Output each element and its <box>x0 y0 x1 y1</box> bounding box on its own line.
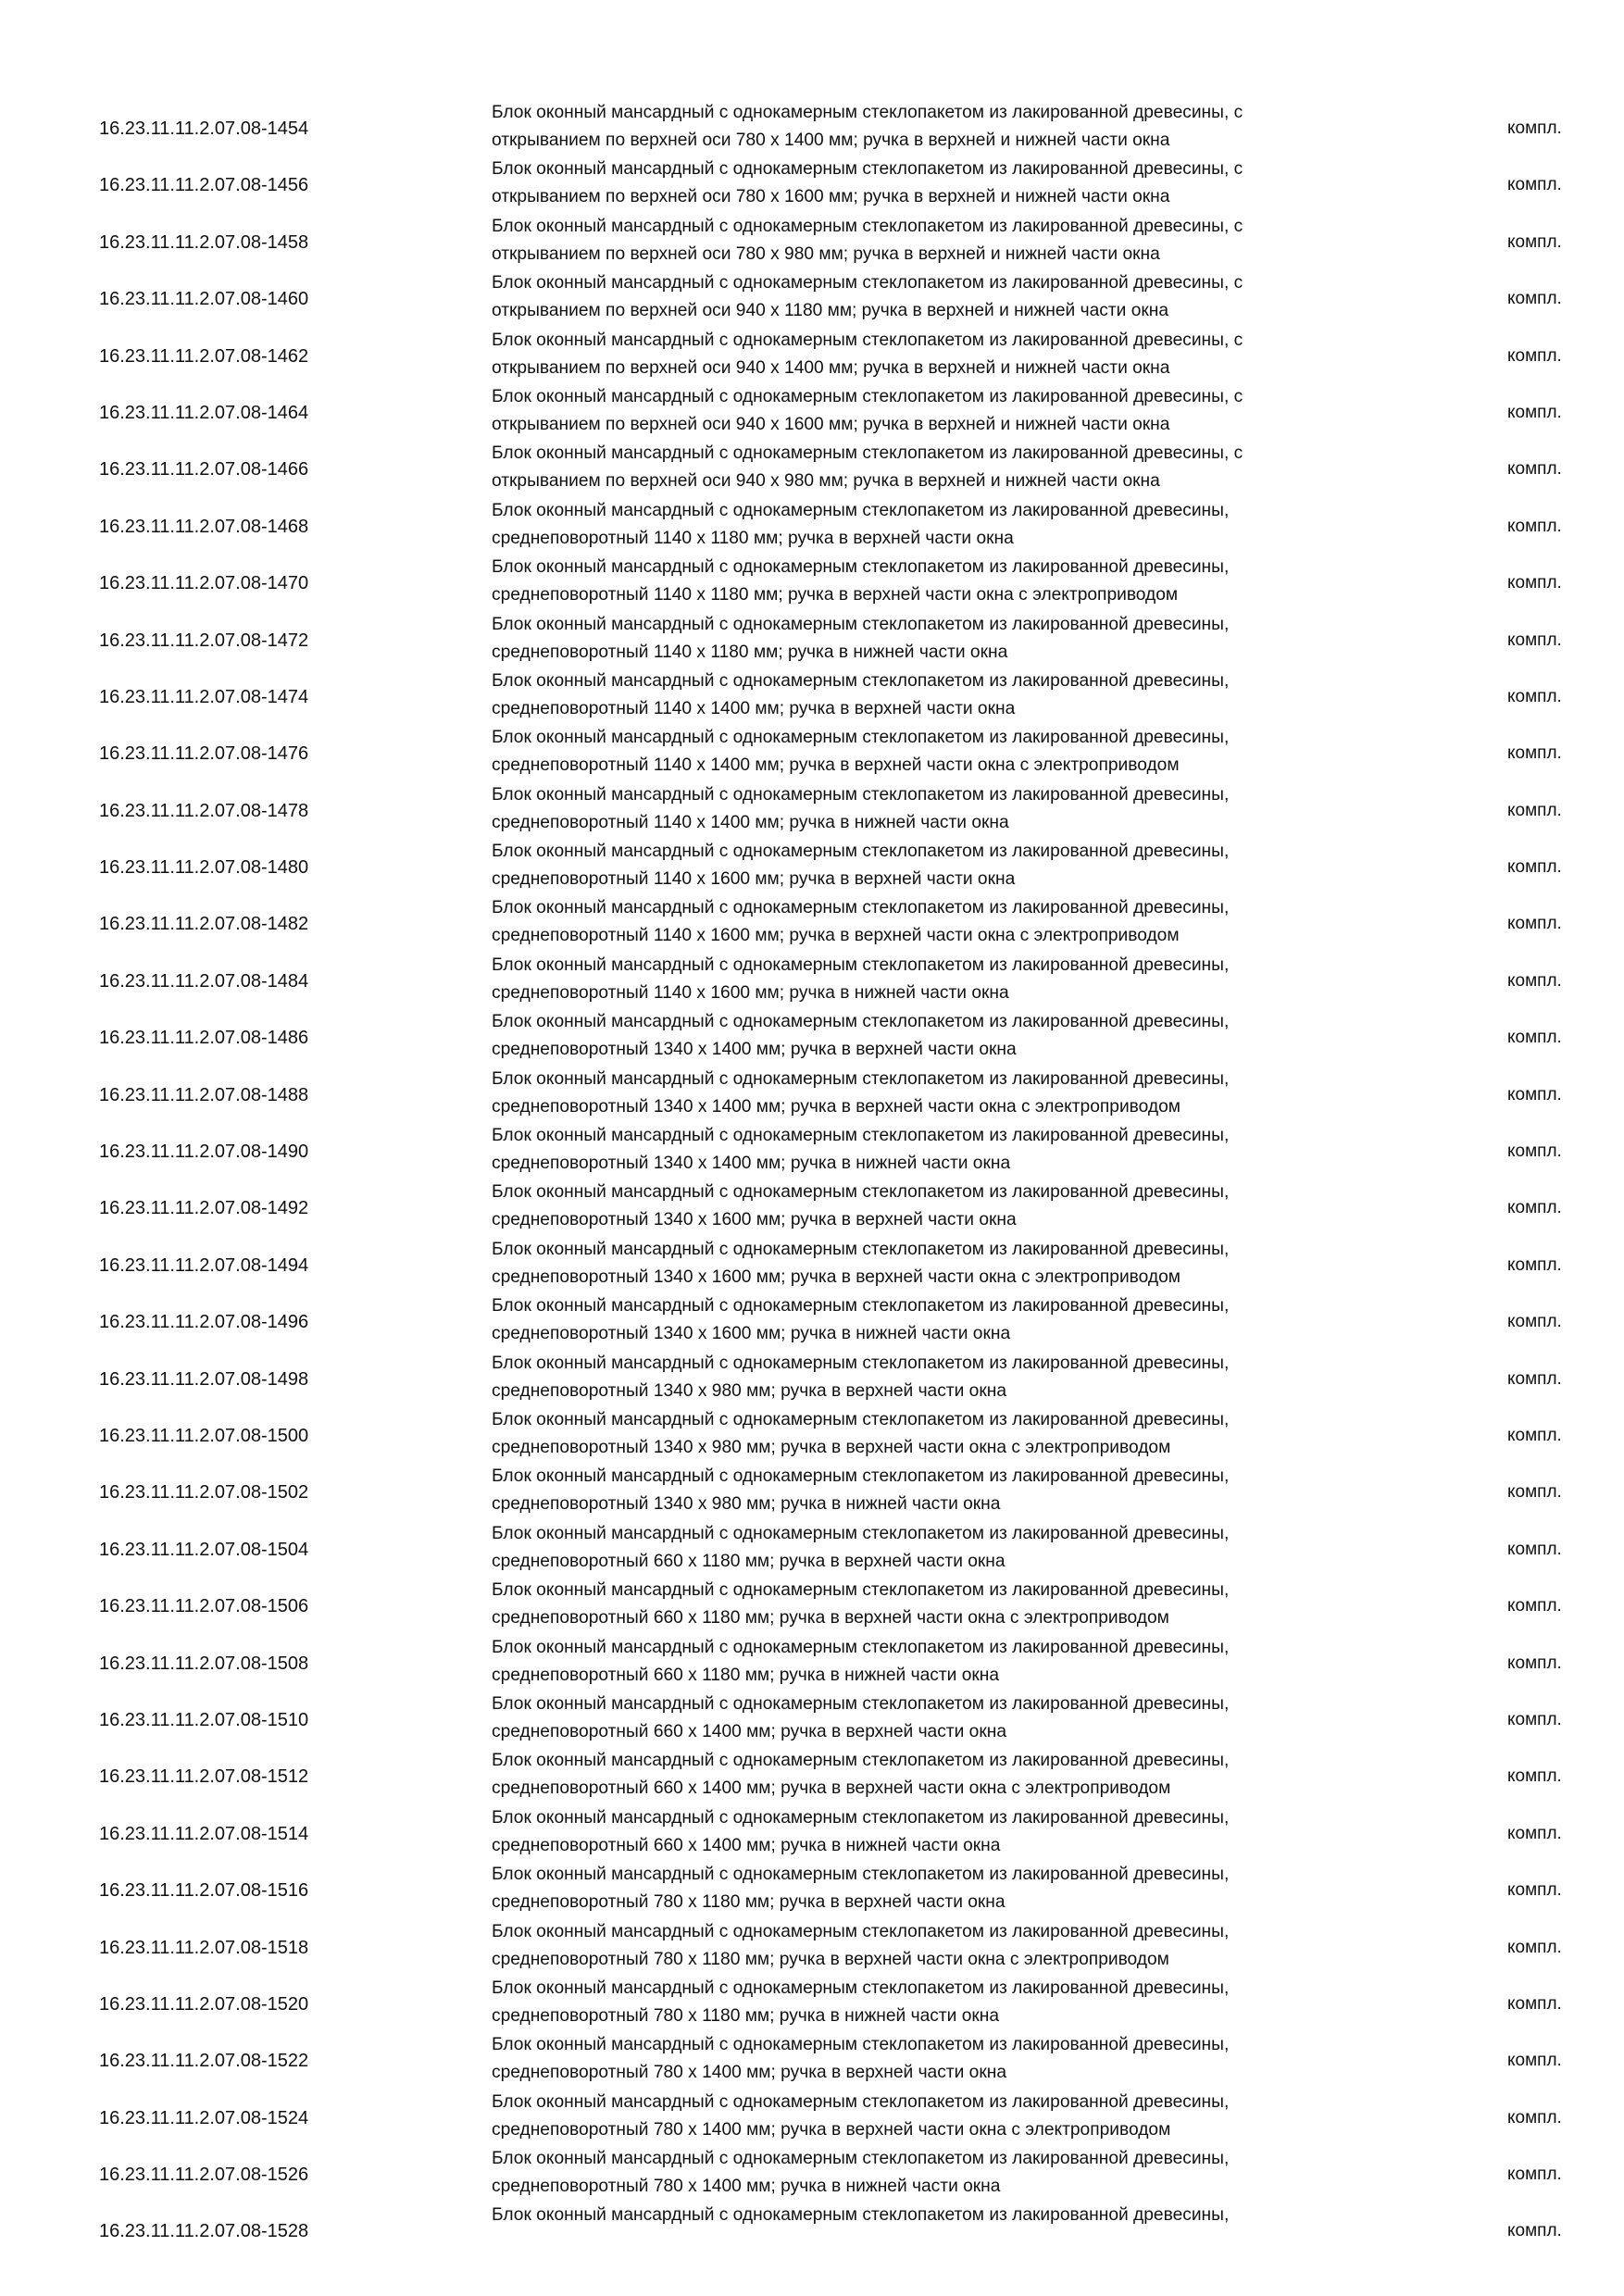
resource-description <box>492 2145 1418 2201</box>
description-line-1: Блок оконный мансардный с однокамерным стеклопакетом из лакированной древесины, <box>492 500 1230 520</box>
description-line-1: Блок оконный мансардный с однокамерным стеклопакетом из лакированной древесины, <box>492 728 1230 748</box>
resource-description <box>492 1975 1418 2030</box>
description-line-2: среднеповоротный 1140 х 1600 мм; ручка в верхней части окна <box>492 869 1016 890</box>
resource-code: 16.23.11.11.2.07.08-1506 <box>99 1596 309 1617</box>
description-line-2: среднеповоротный 660 х 1400 мм; ручка в верхней части окна <box>492 1721 1006 1741</box>
resource-description <box>492 1804 1418 1860</box>
description-line-1: Блок оконный мансардный с однокамерным стеклопакетом из лакированной древесины, <box>492 670 1230 691</box>
table-row <box>0 1577 1624 1633</box>
resource-description <box>492 383 1418 439</box>
resource-code: 16.23.11.11.2.07.08-1522 <box>99 2051 309 2072</box>
unit-of-measure: компл. <box>1507 686 1562 706</box>
unit-of-measure: компл. <box>1507 402 1562 422</box>
resource-description <box>492 1292 1418 1348</box>
description-line-1: Блок оконный мансардный с однокамерным стеклопакетом из лакированной древесины, <box>492 1751 1230 1771</box>
unit-of-measure: компл. <box>1507 1482 1562 1503</box>
resource-code: 16.23.11.11.2.07.08-1460 <box>99 289 309 310</box>
description-line-1: Блок оконный мансардный с однокамерным стеклопакетом из лакированной древесины, с <box>492 330 1243 350</box>
resource-code: 16.23.11.11.2.07.08-1458 <box>99 231 309 253</box>
description-line-1: Блок оконный мансардный с однокамерным стеклопакетом из лакированной древесины, с <box>492 443 1243 464</box>
table-row <box>0 1066 1624 1122</box>
resource-description <box>492 952 1418 1007</box>
description-line-2: среднеповоротный 660 х 1400 мм; ручка в верхней части окна с электроприводом <box>492 1778 1171 1799</box>
unit-of-measure: компл. <box>1507 1425 1562 1445</box>
description-line-1: Блок оконный мансардный с однокамерным стеклопакетом из лакированной древесины, <box>492 1296 1230 1316</box>
table-row <box>0 2031 1624 2088</box>
resource-description <box>492 1350 1418 1405</box>
unit-of-measure: компл. <box>1507 743 1562 764</box>
resource-code: 16.23.11.11.2.07.08-1464 <box>99 402 309 423</box>
description-line-1: Блок оконный мансардный с однокамерным стеклопакетом из лакированной древесины, <box>492 1978 1230 1998</box>
description-line-1: Блок оконный мансардный с однокамерным стеклопакетом из лакированной древесины, <box>492 1523 1230 1543</box>
unit-of-measure: компл. <box>1507 1823 1562 1843</box>
description-line-1: Блок оконный мансардный с однокамерным стеклопакетом из лакированной древесины, <box>492 1068 1230 1089</box>
table-row <box>0 2089 1624 2145</box>
unit-of-measure: компл. <box>1507 914 1562 934</box>
description-line-1: Блок оконный мансардный с однокамерным стеклопакетом из лакированной древесины, <box>492 1921 1230 1941</box>
unit-of-measure: компл. <box>1507 119 1562 138</box>
description-line-2: открыванием по верхней оси 940 х 1400 мм; ручка в верхней и нижней части окна <box>492 357 1170 378</box>
description-line-2: среднеповоротный 660 х 1180 мм; ручка в нижней части окна <box>492 1665 1000 1685</box>
description-line-2: открыванием по верхней оси 940 х 1600 мм; ручка в верхней и нижней части окна <box>492 414 1170 434</box>
table-row <box>0 611 1624 668</box>
unit-of-measure: компл. <box>1507 1937 1562 1957</box>
table-row <box>0 1350 1624 1406</box>
table-row <box>0 327 1624 383</box>
resource-code: 16.23.11.11.2.07.08-1478 <box>99 800 309 821</box>
resource-code: 16.23.11.11.2.07.08-1502 <box>99 1482 309 1504</box>
resource-description <box>492 1918 1418 1974</box>
resource-code: 16.23.11.11.2.07.08-1476 <box>99 743 309 765</box>
resource-code: 16.23.11.11.2.07.08-1482 <box>99 914 309 935</box>
resource-description <box>492 668 1418 723</box>
unit-of-measure: компл. <box>1507 1028 1562 1048</box>
resource-code: 16.23.11.11.2.07.08-1526 <box>99 2165 309 2186</box>
resource-code: 16.23.11.11.2.07.08-1466 <box>99 459 309 480</box>
description-line-2: среднеповоротный 660 х 1180 мм; ручка в верхней части окна с электроприводом <box>492 1608 1169 1628</box>
resource-code: 16.23.11.11.2.07.08-1518 <box>99 1937 309 1958</box>
unit-of-measure: компл. <box>1507 1709 1562 1729</box>
description-line-2: среднеповоротный 1340 х 980 мм; ручка в верхней части окна с электроприводом <box>492 1437 1171 1457</box>
description-line-2: открыванием по верхней оси 940 х 980 мм; ручка в верхней и нижней части окна <box>492 471 1160 492</box>
resource-description <box>492 497 1418 553</box>
description-line-1: Блок оконный мансардный с однокамерным стеклопакетом из лакированной древесины, с <box>492 273 1243 293</box>
resource-description <box>492 213 1418 268</box>
unit-of-measure: компл. <box>1507 2051 1562 2071</box>
description-line-1: Блок оконный мансардный с однокамерным стеклопакетом из лакированной древесины, с <box>492 103 1243 122</box>
resource-description <box>492 1520 1418 1576</box>
description-line-1: Блок оконный мансардный с однокамерным стеклопакетом из лакированной древесины, <box>492 1466 1230 1487</box>
description-line-1: Блок оконный мансардный с однокамерным стеклопакетом из лакированной древесины, с <box>492 159 1243 180</box>
table-row <box>0 1463 1624 1519</box>
resource-description <box>492 1463 1418 1518</box>
resource-description <box>492 1066 1418 1121</box>
description-line-2: открыванием по верхней оси 780 х 1400 мм; ручка в верхней и нижней части окна <box>492 131 1170 150</box>
description-line-1: Блок оконный мансардный с однокамерным стеклопакетом из лакированной древесины, <box>492 2091 1230 2112</box>
description-line-2: открыванием по верхней оси 780 х 980 мм; ручка в верхней и нижней части окна <box>492 243 1160 264</box>
resource-table <box>0 99 1624 2259</box>
description-line-2: среднеповоротный 1140 х 1400 мм; ручка в нижней части окна <box>492 812 1009 832</box>
resource-description <box>492 156 1418 211</box>
resource-description <box>492 894 1418 950</box>
table-row <box>0 99 1624 156</box>
unit-of-measure: компл. <box>1507 1084 1562 1104</box>
unit-of-measure: компл. <box>1507 1142 1562 1162</box>
unit-of-measure: компл. <box>1507 175 1562 195</box>
description-line-1: Блок оконный мансардный с однокамерным стеклопакетом из лакированной древесины, <box>492 1865 1230 1885</box>
table-row <box>0 724 1624 780</box>
table-row <box>0 1292 1624 1349</box>
description-line-2: среднеповоротный 1140 х 1600 мм; ручка в верхней части окна с электроприводом <box>492 926 1180 946</box>
unit-of-measure: компл. <box>1507 345 1562 366</box>
resource-code: 16.23.11.11.2.07.08-1454 <box>99 119 309 139</box>
table-row <box>0 894 1624 951</box>
unit-of-measure: компл. <box>1507 459 1562 480</box>
resource-description <box>492 2202 1418 2229</box>
description-line-2: среднеповоротный 660 х 1180 мм; ручка в верхней части окна <box>492 1551 1006 1571</box>
resource-description <box>492 269 1418 325</box>
description-line-2: среднеповоротный 1140 х 1400 мм; ручка в верхней части окна с электроприводом <box>492 755 1180 776</box>
table-row <box>0 838 1624 894</box>
table-row <box>0 1918 1624 1975</box>
description-line-2: среднеповоротный 1140 х 1400 мм; ручка в верхней части окна <box>492 698 1016 718</box>
resource-code: 16.23.11.11.2.07.08-1472 <box>99 630 309 651</box>
unit-of-measure: компл. <box>1507 1880 1562 1901</box>
resource-description <box>492 1861 1418 1916</box>
description-line-1: Блок оконный мансардный с однокамерным стеклопакетом из лакированной древесины, <box>492 1239 1230 1259</box>
description-line-2: среднеповоротный 1340 х 1600 мм; ручка в нижней части окна <box>492 1324 1011 1344</box>
resource-code: 16.23.11.11.2.07.08-1516 <box>99 1880 309 1902</box>
resource-code: 16.23.11.11.2.07.08-1496 <box>99 1312 309 1333</box>
description-line-1: Блок оконный мансардный с однокамерным стеклопакетом из лакированной древесины, <box>492 1126 1230 1146</box>
resource-description <box>492 781 1418 837</box>
unit-of-measure: компл. <box>1507 573 1562 593</box>
resource-description <box>492 1577 1418 1632</box>
unit-of-measure: компл. <box>1507 970 1562 991</box>
resource-code: 16.23.11.11.2.07.08-1486 <box>99 1028 309 1049</box>
description-line-1: Блок оконный мансардный с однокамерным стеклопакетом из лакированной древесины, <box>492 1807 1230 1828</box>
unit-of-measure: компл. <box>1507 1198 1562 1218</box>
description-line-2: среднеповоротный 1340 х 1400 мм; ручка в верхней части окна с электроприводом <box>492 1096 1181 1117</box>
description-line-2: среднеповоротный 1340 х 980 мм; ручка в нижней части окна <box>492 1494 1001 1515</box>
unit-of-measure: компл. <box>1507 231 1562 252</box>
table-row <box>0 2202 1624 2258</box>
resource-code: 16.23.11.11.2.07.08-1492 <box>99 1198 309 1219</box>
table-row <box>0 1691 1624 1747</box>
table-row <box>0 2145 1624 2202</box>
description-line-2: среднеповоротный 1340 х 1600 мм; ручка в верхней части окна с электроприводом <box>492 1267 1181 1287</box>
table-row <box>0 497 1624 554</box>
resource-description <box>492 838 1418 893</box>
resource-code: 16.23.11.11.2.07.08-1528 <box>99 2221 309 2242</box>
unit-of-measure: компл. <box>1507 1368 1562 1389</box>
unit-of-measure: компл. <box>1507 2165 1562 2185</box>
resource-code: 16.23.11.11.2.07.08-1498 <box>99 1368 309 1390</box>
table-row <box>0 1975 1624 2031</box>
unit-of-measure: компл. <box>1507 1539 1562 1559</box>
resource-description <box>492 1747 1418 1803</box>
description-line-1: Блок оконный мансардный с однокамерным стеклопакетом из лакированной древесины, <box>492 557 1230 578</box>
resource-code: 16.23.11.11.2.07.08-1490 <box>99 1142 309 1163</box>
resource-code: 16.23.11.11.2.07.08-1504 <box>99 1539 309 1560</box>
description-line-1: Блок оконный мансардный с однокамерным стеклопакетом из лакированной древесины, <box>492 898 1230 918</box>
resource-description <box>492 1236 1418 1292</box>
resource-code: 16.23.11.11.2.07.08-1512 <box>99 1766 309 1788</box>
description-line-1: Блок оконный мансардный с однокамерным стеклопакетом из лакированной древесины, <box>492 1693 1230 1714</box>
description-line-2: среднеповоротный 780 х 1180 мм; ручка в верхней части окна с электроприводом <box>492 1949 1169 1969</box>
unit-of-measure: компл. <box>1507 1993 1562 2014</box>
description-line-2: среднеповоротный 780 х 1400 мм; ручка в верхней части окна с электроприводом <box>492 2119 1171 2140</box>
table-row <box>0 1179 1624 1235</box>
unit-of-measure: компл. <box>1507 1653 1562 1673</box>
table-row <box>0 1520 1624 1577</box>
resource-description <box>492 2089 1418 2144</box>
description-line-2: среднеповоротный 780 х 1400 мм; ручка в верхней части окна <box>492 2063 1006 2083</box>
table-row <box>0 1634 1624 1691</box>
unit-of-measure: компл. <box>1507 2221 1562 2241</box>
resource-description <box>492 1122 1418 1178</box>
table-row <box>0 1804 1624 1861</box>
resource-description <box>492 554 1418 609</box>
resource-description <box>492 2031 1418 2087</box>
description-line-1: Блок оконный мансардный с однокамерным стеклопакетом из лакированной древесины, <box>492 842 1230 862</box>
description-line-2: среднеповоротный 660 х 1400 мм; ручка в нижней части окна <box>492 1835 1001 1855</box>
resource-description <box>492 1179 1418 1234</box>
table-row <box>0 1122 1624 1179</box>
description-line-2: среднеповоротный 1140 х 1180 мм; ручка в верхней части окна <box>492 528 1014 548</box>
unit-of-measure: компл. <box>1507 1312 1562 1332</box>
description-line-1: Блок оконный мансардный с однокамерным стеклопакетом из лакированной древесины, <box>492 955 1230 975</box>
resource-code: 16.23.11.11.2.07.08-1468 <box>99 516 309 537</box>
resource-code: 16.23.11.11.2.07.08-1470 <box>99 573 309 594</box>
resource-code: 16.23.11.11.2.07.08-1520 <box>99 1993 309 2015</box>
description-line-1: Блок оконный мансардный с однокамерным стеклопакетом из лакированной древесины, <box>492 1012 1230 1032</box>
resource-description <box>492 99 1418 155</box>
description-line-2: среднеповоротный 1140 х 1180 мм; ручка в верхней части окна с электроприводом <box>492 585 1179 605</box>
table-row <box>0 1236 1624 1292</box>
unit-of-measure: компл. <box>1507 516 1562 536</box>
table-row <box>0 156 1624 212</box>
resource-description <box>492 1008 1418 1064</box>
description-line-1: Блок оконный мансардный с однокамерным стеклопакетом из лакированной древесины, <box>492 614 1230 634</box>
description-line-1: Блок оконный мансардный с однокамерным стеклопакетом из лакированной древесины, с <box>492 216 1243 236</box>
description-line-1: Блок оконный мансардный с однокамерным стеклопакетом из лакированной древесины, <box>492 1409 1230 1429</box>
unit-of-measure: компл. <box>1507 1596 1562 1616</box>
resource-code: 16.23.11.11.2.07.08-1474 <box>99 686 309 707</box>
unit-of-measure: компл. <box>1507 1254 1562 1275</box>
resource-code: 16.23.11.11.2.07.08-1488 <box>99 1084 309 1105</box>
description-line-2: среднеповоротный 1140 х 1600 мм; ручка в нижней части окна <box>492 982 1009 1003</box>
description-line-2: среднеповоротный 1340 х 1400 мм; ручка в нижней части окна <box>492 1154 1011 1174</box>
resource-code: 16.23.11.11.2.07.08-1456 <box>99 175 309 196</box>
table-row <box>0 1406 1624 1463</box>
description-line-1: Блок оконный мансардный с однокамерным стеклопакетом из лакированной древесины, <box>492 2149 1230 2169</box>
unit-of-measure: компл. <box>1507 800 1562 820</box>
resource-code: 16.23.11.11.2.07.08-1500 <box>99 1425 309 1446</box>
description-line-2: среднеповоротный 780 х 1180 мм; ручка в нижней части окна <box>492 2005 1000 2026</box>
table-row <box>0 1747 1624 1803</box>
description-line-1: Блок оконный мансардный с однокамерным стеклопакетом из лакированной древесины, <box>492 2035 1230 2055</box>
unit-of-measure: компл. <box>1507 2107 1562 2128</box>
table-row <box>0 440 1624 496</box>
unit-of-measure: компл. <box>1507 630 1562 650</box>
resource-code: 16.23.11.11.2.07.08-1494 <box>99 1254 309 1276</box>
resource-description <box>492 724 1418 780</box>
description-line-1: Блок оконный мансардный с однокамерным стеклопакетом из лакированной древесины, с <box>492 386 1243 406</box>
description-line-2: среднеповоротный 780 х 1180 мм; ручка в верхней части окна <box>492 1892 1006 1913</box>
resource-description <box>492 1634 1418 1690</box>
description-line-2: среднеповоротный 1340 х 980 мм; ручка в верхней части окна <box>492 1380 1006 1401</box>
table-row <box>0 269 1624 326</box>
description-line-2: среднеповоротный 780 х 1400 мм; ручка в нижней части окна <box>492 2177 1001 2197</box>
resource-description <box>492 327 1418 382</box>
table-row <box>0 1008 1624 1065</box>
resource-code: 16.23.11.11.2.07.08-1524 <box>99 2107 309 2128</box>
table-row <box>0 781 1624 838</box>
resource-description <box>492 611 1418 667</box>
table-row <box>0 213 1624 269</box>
table-row <box>0 668 1624 724</box>
table-row <box>0 952 1624 1008</box>
description-line-1: Блок оконный мансардный с однокамерным стеклопакетом из лакированной древесины, <box>492 1580 1230 1601</box>
resource-code: 16.23.11.11.2.07.08-1508 <box>99 1653 309 1674</box>
description-line-2: открыванием по верхней оси 940 х 1180 мм; ручка в верхней и нижней части окна <box>492 301 1169 321</box>
resource-code: 16.23.11.11.2.07.08-1462 <box>99 345 309 367</box>
resource-code: 16.23.11.11.2.07.08-1480 <box>99 857 309 879</box>
description-line-1: Блок оконный мансардный с однокамерным стеклопакетом из лакированной древесины, <box>492 1637 1230 1657</box>
description-line-1: Блок оконный мансардный с однокамерным стеклопакетом из лакированной древесины, <box>492 1353 1230 1373</box>
description-line-1: Блок оконный мансардный с однокамерным стеклопакетом из лакированной древесины, <box>492 1182 1230 1203</box>
resource-description <box>492 1406 1418 1462</box>
resource-description <box>492 440 1418 495</box>
table-row <box>0 383 1624 440</box>
description-line-1: Блок оконный мансардный с однокамерным стеклопакетом из лакированной древесины, <box>492 784 1230 805</box>
description-line-2: среднеповоротный 1340 х 1400 мм; ручка в верхней части окна <box>492 1040 1017 1060</box>
resource-code: 16.23.11.11.2.07.08-1484 <box>99 970 309 992</box>
resource-code: 16.23.11.11.2.07.08-1514 <box>99 1823 309 1844</box>
table-row <box>0 1861 1624 1917</box>
description-line-2: среднеповоротный 1140 х 1180 мм; ручка в нижней части окна <box>492 642 1008 662</box>
resource-description <box>492 1691 1418 1746</box>
table-row <box>0 554 1624 610</box>
description-line-2: открыванием по верхней оси 780 х 1600 мм; ручка в верхней и нижней части окна <box>492 187 1170 207</box>
description-line-1: Блок оконный мансардный с однокамерным стеклопакетом из лакированной древесины, <box>492 2205 1230 2226</box>
unit-of-measure: компл. <box>1507 289 1562 309</box>
unit-of-measure: компл. <box>1507 1766 1562 1787</box>
resource-code: 16.23.11.11.2.07.08-1510 <box>99 1709 309 1730</box>
unit-of-measure: компл. <box>1507 857 1562 878</box>
description-line-2: среднеповоротный 1340 х 1600 мм; ручка в верхней части окна <box>492 1210 1017 1230</box>
